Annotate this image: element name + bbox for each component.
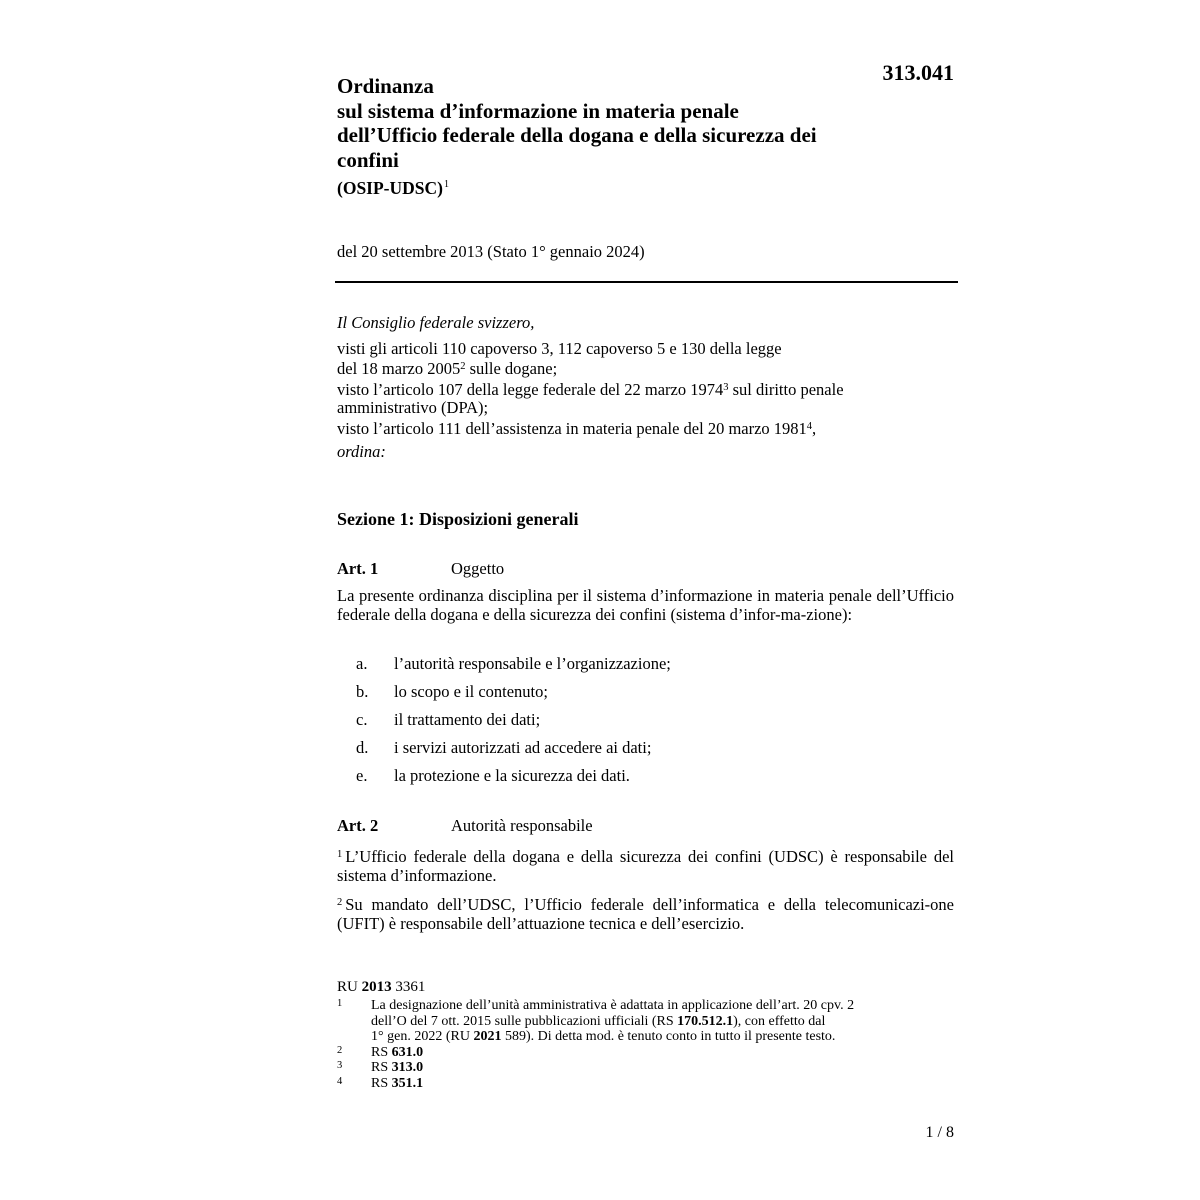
footnote-text bbox=[371, 998, 937, 1045]
list-item bbox=[356, 683, 956, 711]
article-paragraph: La presente ordinanza disciplina per il sistema d’informazione in materia penale dell’Ufficio federale della dogana e della sicurezza dei confini (sistema d’infor-ma-zione): bbox=[337, 586, 954, 624]
article-number: Art. 1 bbox=[337, 559, 379, 578]
footnote-ref-bold[interactable]: 351.1 bbox=[391, 1075, 424, 1091]
ru-page: 3361 bbox=[391, 979, 426, 995]
footnote-marker: 4 bbox=[337, 1075, 343, 1087]
footnote-ref[interactable]: 2 bbox=[460, 361, 466, 372]
list-letter: a. bbox=[356, 654, 368, 673]
article-list bbox=[356, 655, 956, 795]
article-heading bbox=[337, 559, 504, 579]
footnote-ref-bold[interactable]: 631.0 bbox=[391, 1044, 424, 1060]
preamble-line bbox=[337, 418, 957, 439]
article-paragraph bbox=[337, 894, 954, 933]
footnote-prefix: RS bbox=[371, 1075, 392, 1091]
list-item bbox=[356, 711, 956, 739]
list-text: il trattamento dei dati; bbox=[394, 710, 541, 729]
footnote bbox=[337, 998, 937, 1045]
sr-number: 313.041 bbox=[882, 60, 954, 85]
list-letter: d. bbox=[356, 738, 369, 757]
footnote-ref-bold[interactable]: 313.0 bbox=[391, 1060, 424, 1075]
paragraph-number: 1 bbox=[337, 849, 343, 860]
title-line: Ordinanza bbox=[337, 74, 434, 98]
preamble-ordina: ordina: bbox=[337, 442, 386, 461]
footnote-ref[interactable]: 1 bbox=[443, 179, 449, 190]
article-title: Autorità responsabile bbox=[451, 816, 593, 835]
footnote bbox=[337, 1060, 937, 1076]
footnote-line: ), con effetto dal bbox=[733, 1013, 826, 1029]
preamble-intro: Il Consiglio federale svizzero, bbox=[337, 313, 535, 332]
list-text: la protezione e la sicurezza dei dati. bbox=[394, 766, 630, 785]
preamble bbox=[337, 314, 957, 462]
page-number: 1 / 8 bbox=[925, 1124, 954, 1141]
title-line: dell’Ufficio federale della dogana e della sicurezza dei bbox=[337, 123, 817, 147]
ru-year: 2013 bbox=[361, 979, 392, 995]
ru-reference bbox=[337, 979, 425, 996]
footnote-ref[interactable]: 4 bbox=[806, 420, 813, 432]
preamble-text: sulle dogane; bbox=[465, 359, 558, 378]
horizontal-rule bbox=[335, 281, 958, 283]
footnote-marker: 2 bbox=[337, 1044, 343, 1056]
preamble-line bbox=[337, 379, 957, 400]
list-letter: e. bbox=[356, 766, 368, 785]
preamble-text: visto l’articolo 107 della legge federale del 22 marzo 1974 bbox=[337, 379, 724, 399]
footnote-marker: 1 bbox=[337, 998, 343, 1009]
preamble-text: visto l’articolo 111 dell’assistenza in materia penale del 20 marzo 1981 bbox=[337, 418, 807, 438]
title-line: confini bbox=[337, 147, 399, 172]
footnote-line: 1° gen. 2022 (RU bbox=[371, 1029, 474, 1044]
footnote-line: 589). Di detta mod. è tenuto conto in tutto il presente testo. bbox=[501, 1029, 836, 1044]
article-heading bbox=[337, 816, 593, 836]
preamble-text: del 18 marzo 2005 bbox=[337, 359, 461, 378]
footnote-prefix: RS bbox=[371, 1060, 392, 1075]
ru-prefix: RU bbox=[337, 979, 362, 995]
list-text: l’autorità responsabile e l’organizzazione; bbox=[394, 654, 671, 673]
article-number: Art. 2 bbox=[337, 816, 379, 835]
section-heading: Sezione 1: Disposizioni generali bbox=[337, 509, 579, 529]
footnote-marker: 3 bbox=[337, 1060, 343, 1071]
footnote-line: dell’O del 7 ott. 2015 sulle pubblicazioni ufficiali (RS bbox=[371, 1013, 678, 1029]
preamble-text: , bbox=[812, 418, 817, 438]
preamble-text: sul diritto penale bbox=[728, 379, 844, 399]
footnote bbox=[337, 1045, 937, 1061]
article-paragraph bbox=[337, 846, 954, 885]
list-item bbox=[356, 739, 956, 767]
footnote-line: La designazione dell’unità amministrativa è adattata in applicazione dell’art. 20 cpv. 2 bbox=[371, 998, 855, 1013]
abbreviation-text: (OSIP-UDSC) bbox=[337, 178, 443, 198]
document-date: del 20 settembre 2013 (Stato 1° gennaio 2024) bbox=[337, 242, 645, 261]
paragraph-number: 2 bbox=[337, 897, 343, 908]
footnotes bbox=[337, 998, 937, 1091]
paragraph-text: Su mandato dell’UDSC, l’Ufficio federale dell’informatica e della telecomunicazi-one (UFIT) è responsabile dell’attuazione tecnica e dell’esercizio. bbox=[337, 895, 954, 933]
list-item bbox=[356, 655, 956, 683]
document-title bbox=[337, 74, 937, 172]
preamble-line: amministrativo (DPA); bbox=[337, 398, 489, 417]
list-item bbox=[356, 767, 956, 795]
document-abbreviation bbox=[337, 178, 449, 199]
footnote-ref-bold[interactable]: 170.512.1 bbox=[677, 1013, 734, 1029]
list-letter: b. bbox=[356, 682, 369, 701]
footnote-ref-bold[interactable]: 2021 bbox=[473, 1029, 502, 1044]
footnote bbox=[337, 1076, 937, 1092]
paragraph-text: L’Ufficio federale della dogana e della sicurezza dei confini (UDSC) è responsabile del sistema d’informazione. bbox=[337, 847, 954, 885]
footnote-text bbox=[371, 1060, 937, 1076]
list-text: i servizi autorizzati ad accedere ai dati; bbox=[394, 738, 652, 757]
footnote-ref[interactable]: 3 bbox=[723, 381, 729, 393]
title-line: sul sistema d’informazione in materia penale bbox=[337, 98, 739, 123]
footnote-prefix: RS bbox=[371, 1044, 392, 1060]
footnote-text bbox=[371, 1076, 937, 1092]
list-letter: c. bbox=[356, 710, 368, 729]
article-title: Oggetto bbox=[451, 559, 505, 578]
preamble-line bbox=[337, 358, 957, 379]
preamble-line: visti gli articoli 110 capoverso 3, 112 capoverso 5 e 130 della legge bbox=[337, 338, 782, 358]
footnote-text bbox=[371, 1045, 937, 1061]
list-text: lo scopo e il contenuto; bbox=[394, 682, 548, 701]
